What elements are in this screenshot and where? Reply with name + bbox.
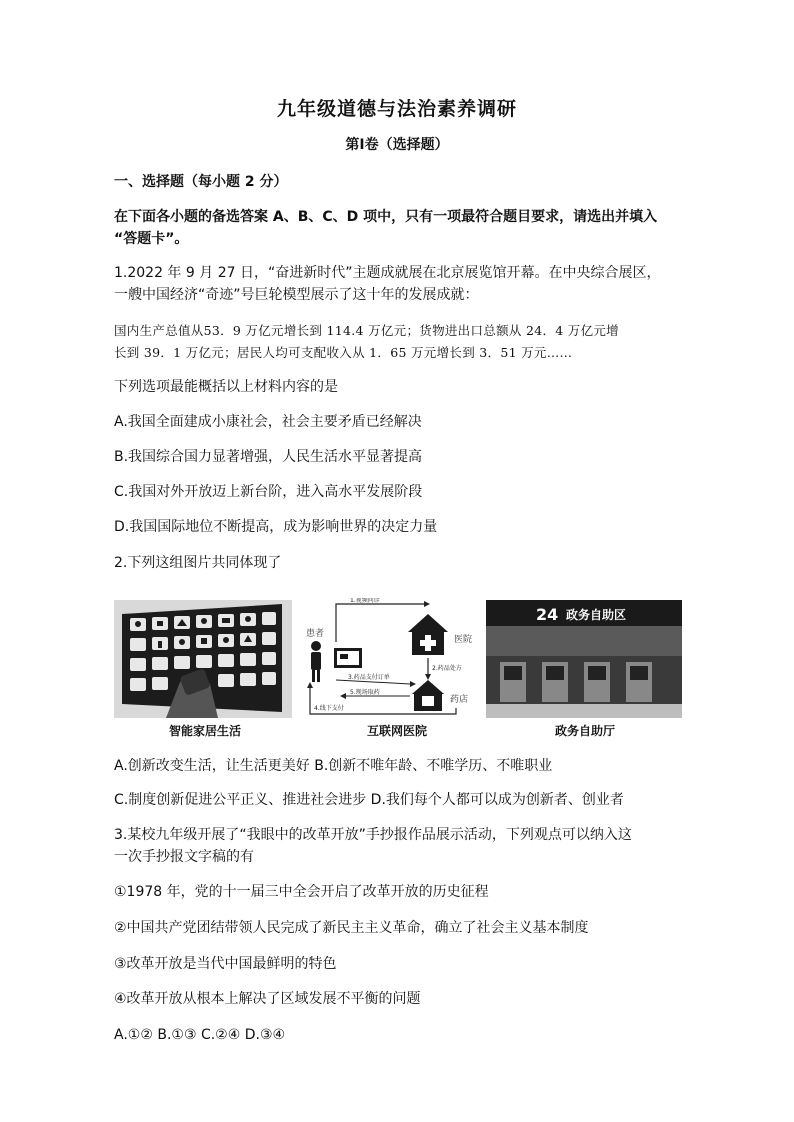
q3-stem: 3.某校九年级开展了“我眼中的改革开放”手抄报作品展示活动，下列观点可以纳入这 [114,827,632,843]
page-title: 九年级道德与法治素养调研 [276,98,517,120]
figure-caption-smart-home: 智能家居生活 [168,724,241,738]
hospital-step3-label: 3.药品支付订单 [348,674,390,681]
hall-sign-text: 政务自助区 [566,608,627,622]
q3-statement-4: ④改革开放从根本上解决了区域发展不平衡的问题 [114,991,421,1007]
q2-options: C.制度创新促进公平正义、推进社会进步 D.我们每个人都可以成为创新者、创业者 [114,792,624,808]
figure-caption-gov-hall: 政务自助厅 [554,724,615,738]
smart-home-image [114,600,292,718]
q1-stem: 1.2022 年 9 月 27 日，“奋进新时代”主题成就展在北京展览馆开幕。在中央综合展区， [114,265,661,281]
hospital-step2-label: 2.药品处方 [432,665,462,672]
q2-figure-group [114,598,682,738]
q3-options: A.①② B.①③ C.②④ D.③④ [114,1027,286,1043]
q3-statement-2: ②中国共产党团结带领人民完成了新民主主义革命，确立了社会主义基本制度 [114,920,589,936]
q2-stem: 2.下列这组图片共同体现了 [114,555,282,571]
q1-option-d: D.我国国际地位不断提高，成为影响世界的决定力量 [114,519,438,535]
q2-options: A.创新改变生活，让生活更美好 B.创新不唯年龄、不唯学历、不唯职业 [114,758,553,774]
q1-option-b: B.我国综合国力显著增强，人民生活水平显著提高 [114,449,423,465]
hospital-step1-label: 1.视频问诊 [350,598,380,604]
hospital-step4-label: 4.线下支付 [314,705,344,712]
internet-hospital-diagram [306,598,486,718]
q3-statement-3: ③改革开放是当代中国最鲜明的特色 [114,956,337,972]
q1-material: 长到 39．1 万亿元；居民人均可支配收入从 1．65 万元增长到 3．51 万元…… [114,345,573,360]
q1-material: 国内生产总值从53．9 万亿元增长到 114.4 万亿元；货物进出口总额从 24．4 万亿元增 [114,323,619,338]
patient-label: 患者 [306,629,325,639]
q1-option-c: C.我国对外开放迈上新台阶，进入高水平发展阶段 [114,484,423,500]
section-heading: 一、选择题（每小题 2 分） [114,174,288,190]
instruction-line: 在下面各小题的备选答案 A、B、C、D 项中，只有一项最符合题目要求，请选出并填入 [114,209,658,225]
q1-option-a: A.我国全面建成小康社会，社会主要矛盾已经解决 [114,414,422,430]
hall-sign-number: 24 [536,605,559,624]
hospital-step5-label: 5.现场取药 [350,689,380,696]
volume-title: 第Ⅰ卷（选择题） [345,137,449,153]
q1-stem: 一艘中国经济“奇迹”号巨轮模型展示了这十年的发展成就： [114,287,479,303]
q1-prompt: 下列选项最能概括以上材料内容的是 [114,379,338,395]
instruction-line: “答题卡”。 [114,231,189,247]
q3-stem: 一次手抄报文字稿的有 [114,849,254,865]
figure-caption-internet-hospital: 互联网医院 [366,724,427,738]
gov-self-service-image [486,600,682,718]
q3-statement-1: ①1978 年，党的十一届三中全会开启了改革开放的历史征程 [114,884,489,900]
hospital-label: 医院 [454,635,473,645]
pharmacy-label: 药店 [450,695,469,705]
